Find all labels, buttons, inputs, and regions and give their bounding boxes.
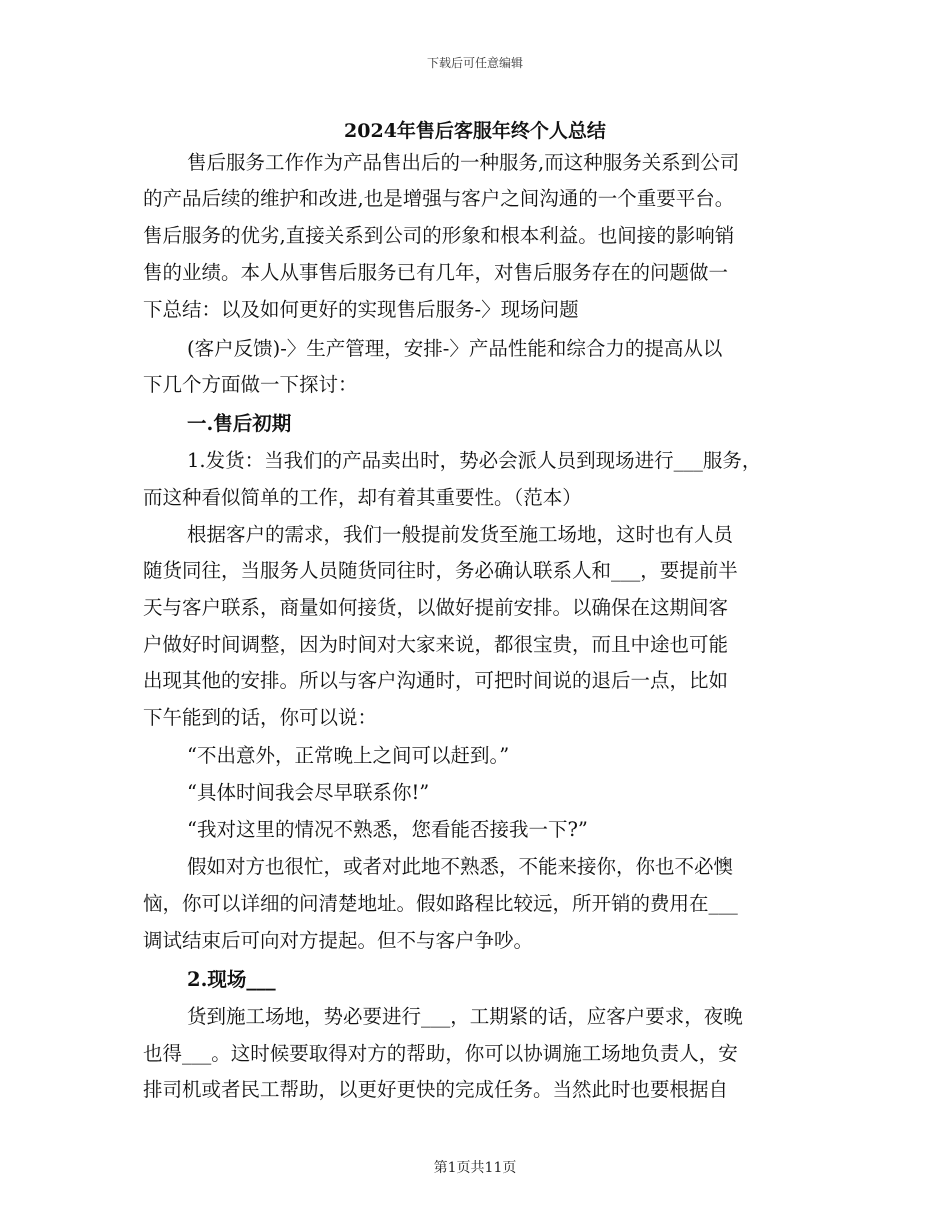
paragraph-line: 下几个方面做一下探讨： — [143, 373, 358, 396]
quote-line: “具体时间我会尽早联系你!” — [187, 781, 430, 804]
paragraph-line: 而这种看似简单的工作，却有着其重要性。（范本） — [143, 486, 582, 509]
paragraph-line: 出现其他的安排。所以与客户沟通时，可把时间说的退后一点，比如 — [143, 669, 729, 692]
paragraph-line: 售的业绩。本人从事售后服务已有几年，对售后服务存在的问题做一 — [143, 261, 729, 284]
page-footer: 第1页共11页 — [433, 1160, 517, 1176]
paragraph-line: 调试结束后可向对方提起。但不与客户争吵。 — [143, 929, 534, 952]
document-title: 2024年售后客服年终个人总结 — [344, 120, 606, 142]
paragraph-line: 的产品后续的维护和改进,也是增强与客户之间沟通的一个重要平台。 — [143, 187, 735, 210]
paragraph-line: 售后服务的优劣,直接关系到公司的形象和根本利益。也间接的影响销 — [143, 224, 735, 247]
paragraph-line: 户做好时间调整，因为时间对大家来说，都很宝贵，而且中途也可能 — [143, 633, 729, 656]
paragraph-line: 恼，你可以详细的问清楚地址。假如路程比较远，所开销的费用在___ — [143, 892, 738, 915]
paragraph-line: 随货同往，当服务人员随货同往时，务必确认联系人和___，要提前半 — [143, 559, 738, 582]
paragraph-line: 根据客户的需求，我们一般提前发货至施工场地，这时也有人员 — [187, 523, 734, 546]
paragraph-line: 下午能到的话，你可以说： — [143, 706, 378, 729]
paragraph-line: 售后服务工作作为产品售出后的一种服务,而这种服务关系到公司 — [187, 151, 740, 174]
paragraph-line: (客户反馈)-〉生产管理，安排-〉产品性能和综合力的提高从以 — [187, 337, 723, 360]
paragraph-line: 下总结：以及如何更好的实现售后服务-〉现场问题 — [143, 298, 579, 321]
paragraph-line: 假如对方也很忙，或者对此地不熟悉，不能来接你，你也不必懊 — [187, 855, 734, 878]
section-heading: 2.现场___ — [187, 968, 276, 991]
paragraph-line: 也得___。这时候要取得对方的帮助，你可以协调施工场地负责人，安 — [143, 1042, 738, 1065]
header-note: 下载后可任意编辑 — [426, 56, 523, 70]
paragraph-line: 排司机或者民工帮助，以更好更快的完成任务。当然此时也要根据自 — [143, 1078, 729, 1101]
quote-line: “不出意外，正常晚上之间可以赶到。” — [187, 744, 510, 767]
paragraph-line: 1.发货：当我们的产品卖出时，势必会派人员到现场进行___服务， — [187, 449, 762, 472]
paragraph-line: 货到施工场地，势必要进行___，工期紧的话，应客户要求，夜晚 — [187, 1005, 743, 1028]
section-heading: 一.售后初期 — [187, 412, 292, 435]
quote-line: “我对这里的情况不熟悉，您看能否接我一下?” — [187, 818, 588, 841]
paragraph-line: 天与客户联系，商量如何接货，以做好提前安排。以确保在这期间客 — [143, 596, 729, 619]
